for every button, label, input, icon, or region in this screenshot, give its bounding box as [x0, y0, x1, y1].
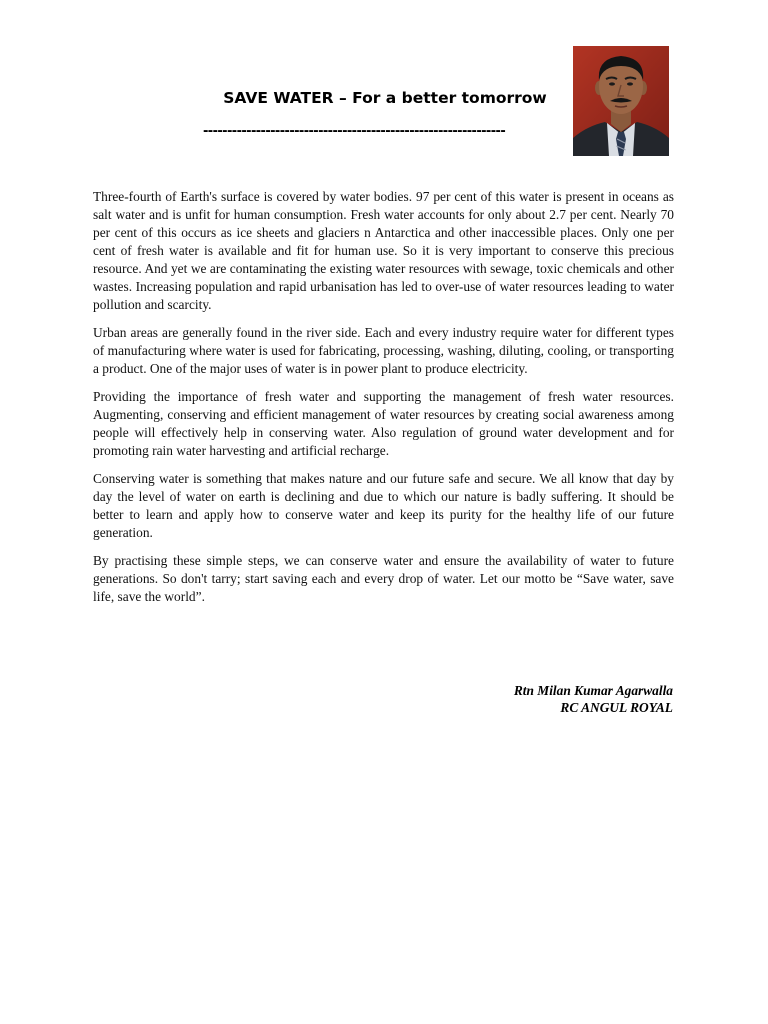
signature-club: RC ANGUL ROYAL	[560, 700, 673, 715]
body-paragraph-5: By practising these simple steps, we can conserve water and ensure the availability of water to future generations. So don't tarry; start saving each and every drop of water. Let our motto be “Save water, save life, save the world”.	[93, 553, 674, 604]
signature-block	[514, 682, 673, 716]
document-title: SAVE WATER – For a better tomorrow	[223, 89, 547, 107]
document-body	[93, 188, 674, 616]
signature-name: Rtn Milan Kumar Agarwalla	[513, 683, 673, 698]
body-paragraph-3: Providing the importance of fresh water and supporting the management of fresh water resources. Augmenting, conserving and efficient management of water resources by creating social awareness among people will effectively help in conserving water. Also regulation of ground water development and for promoting rain water harvesting and artificial recharge.	[93, 389, 674, 458]
body-paragraph-2: Urban areas are generally found in the river side. Each and every industry require water for different types of manufacturing where water is used for fabricating, processing, washing, diluting, cooling, or transporting a product. One of the major uses of water is in power plant to produce electricity.	[93, 325, 674, 376]
author-photo	[573, 46, 669, 156]
title-underline-rule: ---------------------------------------------------------------	[203, 124, 506, 139]
body-paragraph-1: Three-fourth of Earth's surface is covered by water bodies. 97 per cent of this water is present in oceans as salt water and is unfit for human consumption. Fresh water accounts for only about 2.7 per cent. Nearly 70 per cent of this occurs as ice sheets and glaciers n Antarctica and other inaccessible places. Only one per cent of fresh water is available and fit for human use. So it is very important to conserve this precious resource. And yet we are contaminating the existing water resources with sewage, toxic chemicals and other wastes. Increasing population and rapid urbanisation has led to over-use of water resources leading to water pollution and scarcity.	[93, 189, 674, 312]
body-paragraph-4: Conserving water is something that makes nature and our future safe and secure. We all know that day by day the level of water on earth is declining and due to which our nature is badly suffering. It should be better to learn and apply how to conserve water and keep its purity for the healthy life of our future generation.	[93, 471, 674, 540]
